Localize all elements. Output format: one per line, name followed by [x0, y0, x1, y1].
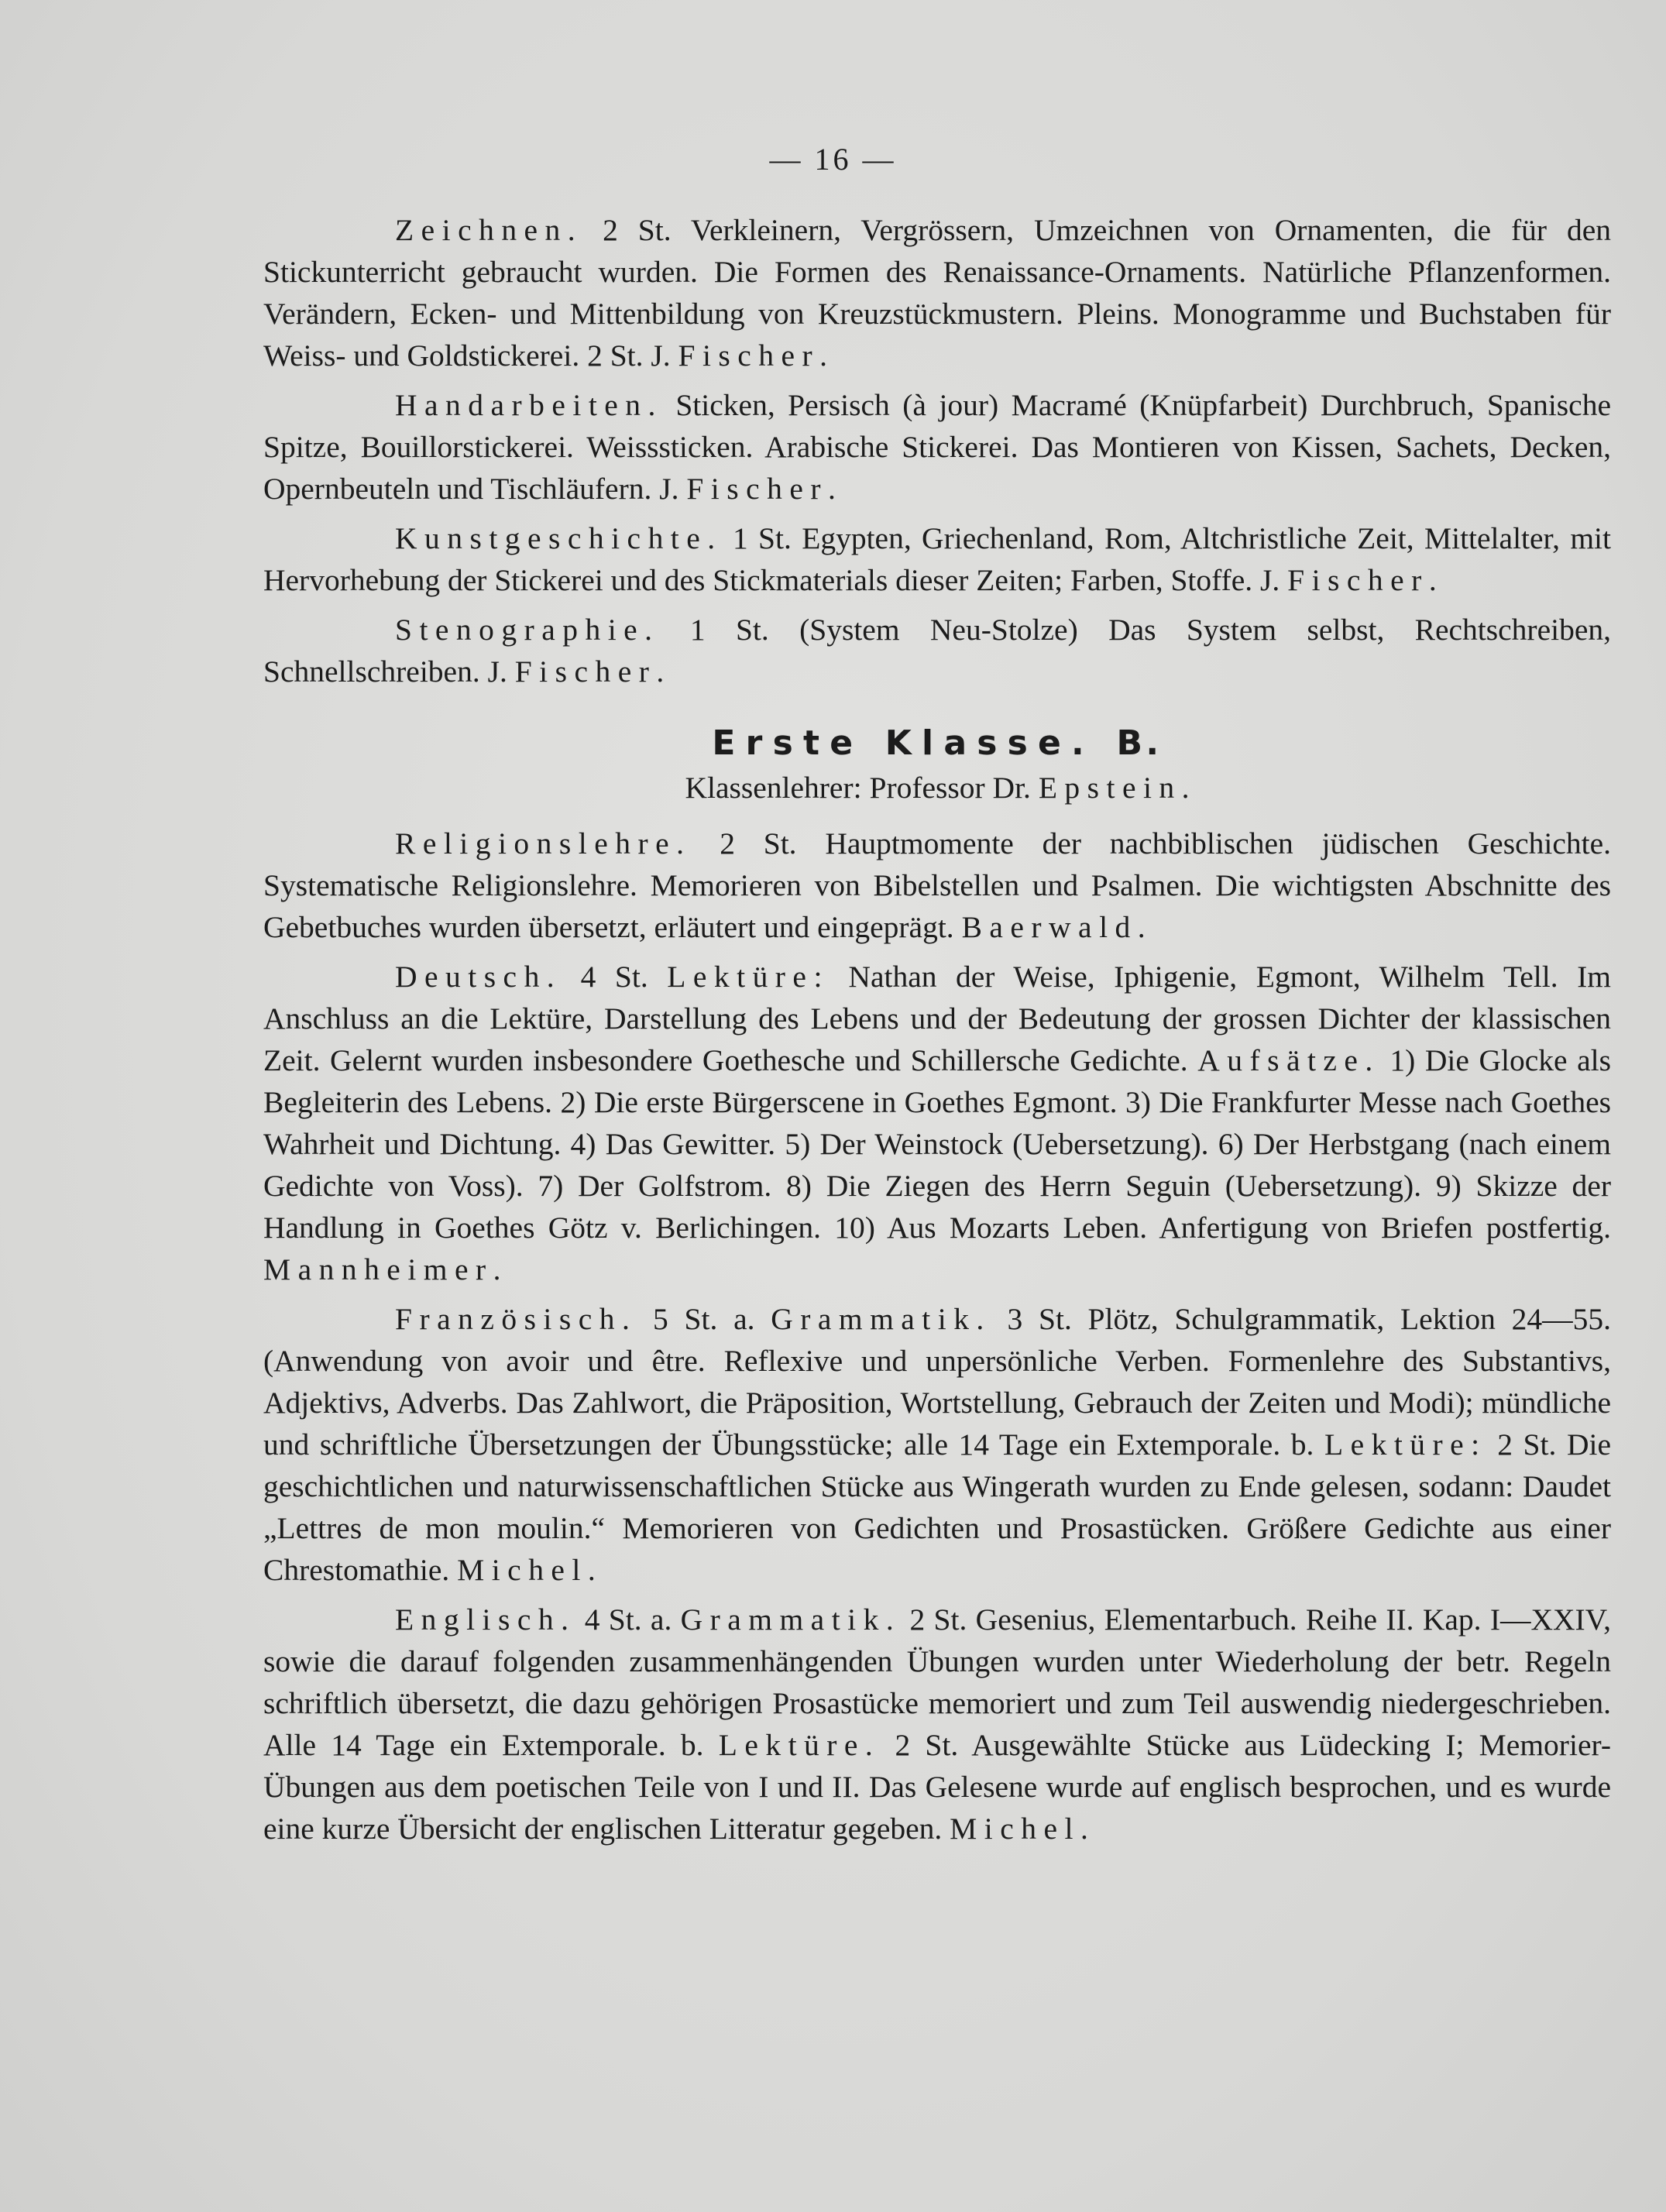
- paragraph-deutsch: Deutsch. 4 St. Lektüre: Nathan der Weise, Iphigenie, Egmont, Wilhelm Tell. Im Anschluss an die Lektüre, Darstellung des Lebens und der Bedeutung der grossen Dichter der klassischen Zeit. Gelernt wurden insbesondere Goethesche und Schillersche Gedichte. Aufsätze. 1) Die Glocke als Begleiterin des Lebens. 2) Die erste Bürgerscene in Goethes Egmont. 3) Die Frankfurter Messe nach Goethes Wahrheit und Dichtung. 4) Das Gewitter. 5) Der Weinstock (Uebersetzung). 6) Der Herbstgang (nach einem Gedichte von Voss). 7) Der Golfstrom. 8) Die Ziegen des Herrn Seguin (Uebersetzung). 9) Skizze der Handlung in Goethes Götz v. Berlichingen. 10) Aus Mozarts Leben. Anfertigung von Briefen postfertig. Mannheimer.: [263, 960, 1611, 1286]
- subject-label: Zeichnen.: [395, 213, 583, 247]
- paragraph-text: 2 St. Gesenius, Elementarbuch. Reihe II. Kap. I—XXIV, sowie die darauf folgenden zusammenhängenden Übungen wurden unter Wiederholung der betr. Regeln schriftlich übersetzt, die dazu gehörigen Prosastücke memoriert und zum Teil auswendig niedergeschrieben. Alle 14 Tage ein Extemporale. b.: [263, 1602, 1611, 1762]
- subject-label: Kunstgeschichte.: [395, 521, 723, 555]
- paragraph-text: Nathan der Weise, Iphigenie, Egmont, Wilhelm Tell. Im Anschluss an die Lektüre, Darstellung des Lebens und der Bedeutung der grossen Dichter der klassischen Zeit. Gelernt wurden insbesondere Goethesche und Schillersche Gedichte.: [263, 960, 1611, 1077]
- paragraph-zeichnen: Zeichnen. 2 St. Verkleinern, Vergrössern, Umzeichnen von Ornamenten, die für den Stickunterricht gebraucht wurden. Die Formen des Renaissance-Ornaments. Natürliche Pflanzenformen. Verändern, Ecken- und Mittenbildung von Kreuzstückmustern. Pleins. Monogramme und Buchstaben für Weiss- und Goldstickerei. 2 St. J. Fischer.: [263, 213, 1611, 373]
- teacher-name: Fischer: [1287, 563, 1429, 597]
- teacher-name: Fischer: [686, 472, 829, 506]
- subject-label: Deutsch.: [395, 960, 562, 994]
- paragraph-stenographie: Stenographie. 1 St. (System Neu-Stolze) Das System selbst, Rechtschreiben, Schnellschreiben. J. Fischer.: [263, 613, 1611, 689]
- teacher-name: Fischer: [678, 338, 820, 373]
- paragraph-kunstgeschichte: Kunstgeschichte. 1 St. Egypten, Griechenland, Rom, Altchristliche Zeit, Mittelalter, mit Hervorhebung der Stickerei und des Stickmaterials dieser Zeiten; Farben, Stoffe. J. Fischer.: [263, 521, 1611, 597]
- class-letter: B.: [1116, 723, 1163, 763]
- paragraph-text: 2 St. Die geschichtlichen und naturwissenschaftlichen Stücke aus Wingerath wurden zu Ende gelesen, sodann: Daudet „Lettres de mon moulin.“ Memorieren von Gedichten und Prosastücken. Größere Gedichte aus einer Chrestomathie.: [263, 1427, 1611, 1587]
- sublabel-lekture: Lektüre.: [718, 1728, 881, 1762]
- subject-label: Englisch.: [395, 1602, 576, 1637]
- class-teacher-name: Epstein: [1038, 771, 1182, 805]
- paragraph-text: 3 St. Plötz, Schulgrammatik, Lektion 24—55. (Anwendung von avoir und être. Reflexive und unpersönliche Verben. Formenlehre des Substantivs, Adjektivs, Adverbs. Das Zahlwort, die Präposition, Wortstellung, Gebrauch der Zeiten und Modi); mündliche und schriftliche Übersetzungen der Übungsstücke; alle 14 Tage ein Extemporale. b.: [263, 1302, 1611, 1462]
- teacher-name: Mannheimer: [263, 1252, 493, 1286]
- teacher-name: Michel: [950, 1812, 1080, 1846]
- paragraph-text: 1 St. (System Neu-Stolze) Das System selbst, Rechtschreiben, Schnellschreiben. J.: [263, 613, 1611, 689]
- subject-label: Stenographie.: [395, 613, 660, 647]
- paragraph-text: 2 St. Verkleinern, Vergrössern, Umzeichnen von Ornamenten, die für den Stickunterricht gebraucht wurden. Die Formen des Renaissance-Ornaments. Natürliche Pflanzenformen. Verändern, Ecken- und Mittenbildung von Kreuzstückmustern. Pleins. Monogramme und Buchstaben für Weiss- und Goldstickerei. 2 St. J.: [263, 213, 1611, 373]
- section-header: [263, 720, 1611, 809]
- paragraph-text: 1) Die Glocke als Begleiterin des Lebens. 2) Die erste Bürgerscene in Goethes Egmont. 3) Die Frankfurter Messe nach Goethes Wahrheit und Dichtung. 4) Das Gewitter. 5) Der Weinstock (Uebersetzung). 6) Der Herbstgang (nach einem Gedichte von Voss). 7) Der Golfstrom. 8) Die Ziegen des Herrn Seguin (Uebersetzung). 9) Skizze der Handlung in Goethes Götz v. Berlichingen. 10) Aus Mozarts Leben. Anfertigung von Briefen postfertig.: [263, 1043, 1611, 1245]
- page-content: [263, 209, 1611, 1857]
- section-heading: Erste Klasse. B.: [712, 723, 1163, 763]
- sublabel-lekture: Lektüre:: [667, 960, 830, 994]
- paragraph-franzosisch: Französisch. 5 St. a. Grammatik. 3 St. Plötz, Schulgrammatik, Lektion 24—55. (Anwendung von avoir und être. Reflexive und unpersönliche Verben. Formenlehre des Substantivs, Adjektivs, Adverbs. Das Zahlwort, die Präposition, Wortstellung, Gebrauch der Zeiten und Modi); mündliche und schriftliche Übersetzungen der Übungsstücke; alle 14 Tage ein Extemporale. b. Lektüre: 2 St. Die geschichtlichen und naturwissenschaftlichen Stücke aus Wingerath wurden zu Ende gelesen, sodann: Daudet „Lettres de mon moulin.“ Memorieren von Gedichten und Prosastücken. Größere Gedichte aus einer Chrestomathie. Michel.: [263, 1302, 1611, 1587]
- sublabel-lekture: Lektüre:: [1324, 1427, 1487, 1462]
- paragraph-text: 2 St. Ausgewählte Stücke aus Lüdecking I; Memorier-Übungen aus dem poetischen Teile von I und II. Das Gelesene wurde auf englisch besprochen, und es wurde eine kurze Übersicht der englischen Litteratur gegeben.: [263, 1728, 1611, 1846]
- subject-label: Religionslehre.: [395, 826, 692, 860]
- paragraph-religionslehre: Religionslehre. 2 St. Hauptmomente der nachbiblischen jüdischen Geschichte. Systematische Religionslehre. Memorieren von Bibelstellen und Psalmen. Die wichtigsten Abschnitte des Gebetbuches wurden übersetzt, erläutert und eingeprägt. Baerwald.: [263, 826, 1611, 944]
- paragraph-handarbeiten: Handarbeiten. Sticken, Persisch (à jour) Macramé (Knüpfarbeit) Durchbruch, Spanische Spitze, Bouillorstickerei. Weisssticken. Arabische Stickerei. Das Montieren von Kissen, Sachets, Decken, Opernbeuteln und Tischläufern. J. Fischer.: [263, 388, 1611, 506]
- paragraph-text: Sticken, Persisch (à jour) Macramé (Knüpfarbeit) Durchbruch, Spanische Spitze, Bouillorstickerei. Weisssticken. Arabische Stickerei. Das Montieren von Kissen, Sachets, Decken, Opernbeuteln und Tischläufern. J.: [263, 388, 1611, 506]
- teacher-name: Michel: [457, 1553, 588, 1587]
- teacher-name: Baerwald: [961, 910, 1138, 944]
- page-number: — 16 —: [769, 142, 897, 177]
- sublabel-aufsatze: Aufsätze.: [1197, 1043, 1380, 1077]
- subject-label: Französisch.: [395, 1302, 637, 1336]
- subject-label: Handarbeiten.: [395, 388, 663, 422]
- class-teacher-line: Klassenlehrer: Professor Dr. Epstein.: [685, 771, 1190, 805]
- sublabel-grammatik: Grammatik.: [680, 1602, 902, 1637]
- paragraph-text: 2 St. Hauptmomente der nachbiblischen jüdischen Geschichte. Systematische Religionslehre. Memorieren von Bibelstellen und Psalmen. Die wichtigsten Abschnitte des Gebetbuches wurden übersetzt, erläutert und eingeprägt.: [263, 826, 1611, 944]
- teacher-name: Fischer: [514, 654, 657, 689]
- paragraph-text: 1 St. Egypten, Griechenland, Rom, Altchristliche Zeit, Mittelalter, mit Hervorhebung der Stickerei und des Stickmaterials dieser Zeiten; Farben, Stoffe. J.: [263, 521, 1611, 597]
- sublabel-grammatik: Grammatik.: [771, 1302, 991, 1336]
- paragraph-englisch: Englisch. 4 St. a. Grammatik. 2 St. Gesenius, Elementarbuch. Reihe II. Kap. I—XXIV, sowie die darauf folgenden zusammenhängenden Übungen wurden unter Wiederholung der betr. Regeln schriftlich übersetzt, die dazu gehörigen Prosastücke memoriert und zum Teil auswendig niedergeschrieben. Alle 14 Tage ein Extemporale. b. Lektüre. 2 St. Ausgewählte Stücke aus Lüdecking I; Memorier-Übungen aus dem poetischen Teile von I und II. Das Gelesene wurde auf englisch besprochen, und es wurde eine kurze Übersicht der englischen Litteratur gegeben. Michel.: [263, 1602, 1611, 1846]
